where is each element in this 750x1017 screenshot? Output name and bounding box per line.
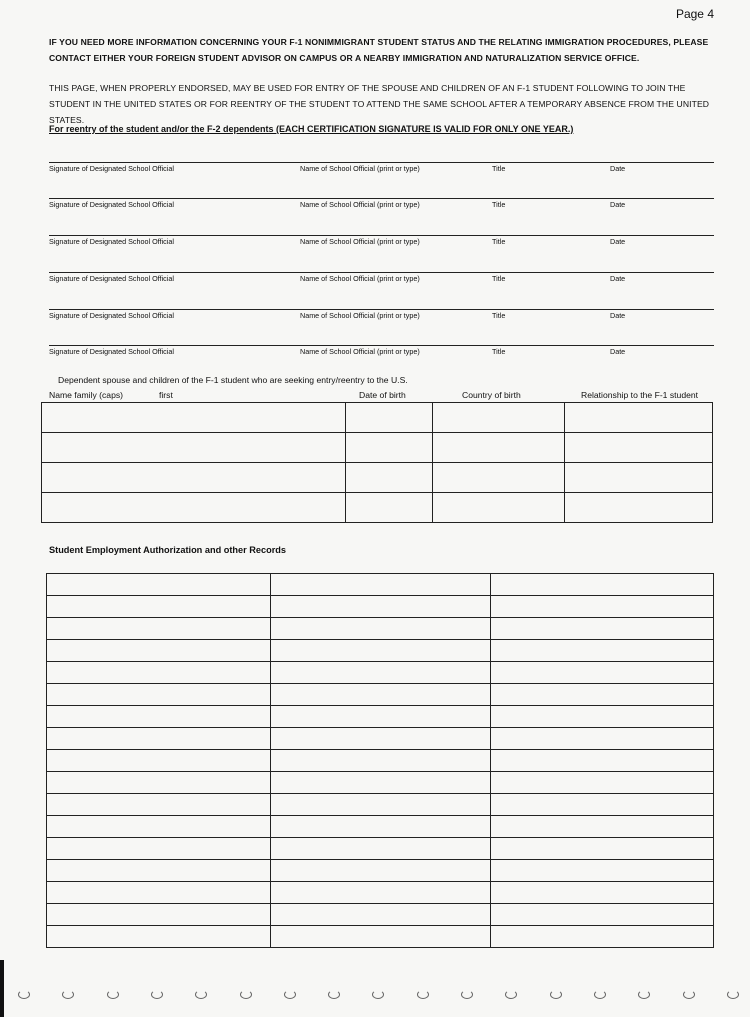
binder-hole: [638, 990, 650, 999]
binder-hole: [195, 990, 207, 999]
col-country-of-birth: Country of birth: [462, 390, 521, 400]
employment-cell[interactable]: [47, 772, 271, 794]
official-name-label: Name of School Official (print or type): [300, 347, 420, 356]
employment-row: [47, 728, 714, 750]
signature-label: Signature of Designated School Official: [49, 347, 174, 356]
employment-cell[interactable]: [270, 882, 491, 904]
employment-row: [47, 750, 714, 772]
employment-cell[interactable]: [270, 684, 491, 706]
employment-cell[interactable]: [491, 596, 714, 618]
dependent-row: [42, 433, 713, 463]
employment-cell[interactable]: [47, 904, 271, 926]
title-label: Title: [492, 200, 506, 209]
employment-cell[interactable]: [270, 794, 491, 816]
official-name-label: Name of School Official (print or type): [300, 274, 420, 283]
dependents-heading: Dependent spouse and children of the F-1 student who are seeking entry/reentry to the U.S.: [58, 375, 408, 385]
employment-cell[interactable]: [47, 750, 271, 772]
employment-row: [47, 904, 714, 926]
signature-row[interactable]: [49, 235, 714, 246]
employment-cell[interactable]: [491, 794, 714, 816]
dependent-cell[interactable]: [565, 463, 713, 493]
employment-cell[interactable]: [47, 728, 271, 750]
binder-hole: [107, 990, 119, 999]
employment-cell[interactable]: [270, 860, 491, 882]
binder-hole: [461, 990, 473, 999]
employment-cell[interactable]: [47, 860, 271, 882]
dependent-row: [42, 463, 713, 493]
employment-cell[interactable]: [491, 926, 714, 948]
employment-cell[interactable]: [270, 618, 491, 640]
binder-hole: [18, 990, 30, 999]
binder-hole: [594, 990, 606, 999]
employment-cell[interactable]: [47, 684, 271, 706]
binder-hole: [372, 990, 384, 999]
binder-hole: [151, 990, 163, 999]
employment-cell[interactable]: [270, 838, 491, 860]
title-label: Title: [492, 347, 506, 356]
binder-hole: [328, 990, 340, 999]
dependent-cell[interactable]: [42, 403, 346, 433]
employment-row: [47, 926, 714, 948]
reentry-heading: For reentry of the student and/or the F-2 dependents (EACH CERTIFICATION SIGNATURE IS VALID FOR ONLY ONE YEAR.): [49, 124, 574, 134]
date-label: Date: [610, 237, 626, 246]
employment-cell[interactable]: [47, 596, 271, 618]
title-label: Title: [492, 164, 506, 173]
employment-cell[interactable]: [47, 640, 271, 662]
employment-row: [47, 684, 714, 706]
employment-cell[interactable]: [47, 794, 271, 816]
employment-row: [47, 838, 714, 860]
date-label: Date: [610, 347, 626, 356]
signature-label: Signature of Designated School Official: [49, 200, 174, 209]
scan-edge: [0, 960, 4, 1017]
employment-row: [47, 640, 714, 662]
signature-row[interactable]: [49, 309, 714, 320]
signature-label: Signature of Designated School Official: [49, 274, 174, 283]
employment-cell[interactable]: [491, 728, 714, 750]
signature-row[interactable]: [49, 198, 714, 209]
employment-cell[interactable]: [491, 662, 714, 684]
employment-cell[interactable]: [491, 640, 714, 662]
dependent-row: [42, 403, 713, 433]
dependents-table: [41, 402, 713, 523]
col-name-family: Name family (caps): [49, 390, 124, 400]
col-first: first: [159, 390, 173, 400]
employment-row: [47, 618, 714, 640]
date-label: Date: [610, 164, 626, 173]
binder-holes: [0, 990, 750, 1004]
employment-heading: Student Employment Authorization and other Records: [49, 545, 287, 555]
dependent-row: [42, 493, 713, 523]
official-name-label: Name of School Official (print or type): [300, 237, 420, 246]
employment-cell[interactable]: [491, 860, 714, 882]
title-label: Title: [492, 237, 506, 246]
col-date-of-birth: Date of birth: [359, 390, 406, 400]
dependent-cell[interactable]: [565, 493, 713, 523]
employment-row: [47, 706, 714, 728]
employment-row: [47, 860, 714, 882]
employment-cell[interactable]: [47, 574, 271, 596]
col-relationship: Relationship to the F-1 student: [581, 390, 699, 400]
employment-cell[interactable]: [270, 596, 491, 618]
official-name-label: Name of School Official (print or type): [300, 311, 420, 320]
employment-row: [47, 794, 714, 816]
employment-cell[interactable]: [270, 750, 491, 772]
signature-label: Signature of Designated School Official: [49, 311, 174, 320]
employment-cell[interactable]: [270, 662, 491, 684]
employment-cell[interactable]: [47, 882, 271, 904]
official-name-label: Name of School Official (print or type): [300, 164, 420, 173]
binder-hole: [505, 990, 517, 999]
title-label: Title: [492, 311, 506, 320]
date-label: Date: [610, 200, 626, 209]
employment-row: [47, 882, 714, 904]
dependent-cell[interactable]: [433, 433, 565, 463]
employment-cell[interactable]: [491, 882, 714, 904]
official-name-label: Name of School Official (print or type): [300, 200, 420, 209]
signature-label: Signature of Designated School Official: [49, 237, 174, 246]
signature-label: Signature of Designated School Official: [49, 164, 174, 173]
dependent-cell[interactable]: [345, 493, 433, 523]
employment-cell[interactable]: [47, 926, 271, 948]
info-notice: IF YOU NEED MORE INFORMATION CONCERNING YOUR F-1 NONIMMIGRANT STUDENT STATUS AND THE RELATING IMMIGRATION PROCEDURES, PLEASE CONTACT EITHER YOUR FOREIGN STUDENT ADVISOR ON CAMPUS OR A NEARBY IMMIGRATION AND NATURALIZATION SERVICE OFFICE.: [49, 37, 709, 63]
dependent-cell[interactable]: [433, 403, 565, 433]
dependent-cell[interactable]: [42, 463, 346, 493]
binder-hole: [727, 990, 739, 999]
employment-cell[interactable]: [270, 904, 491, 926]
employment-row: [47, 772, 714, 794]
employment-cell[interactable]: [47, 706, 271, 728]
employment-cell[interactable]: [47, 662, 271, 684]
binder-hole: [62, 990, 74, 999]
binder-hole: [240, 990, 252, 999]
employment-cell[interactable]: [491, 838, 714, 860]
date-label: Date: [610, 311, 626, 320]
employment-cell[interactable]: [270, 640, 491, 662]
dependent-cell[interactable]: [42, 433, 346, 463]
employment-cell[interactable]: [491, 706, 714, 728]
employment-row: [47, 816, 714, 838]
employment-cell[interactable]: [270, 772, 491, 794]
signature-row[interactable]: [49, 272, 714, 283]
employment-cell[interactable]: [270, 728, 491, 750]
employment-row: [47, 662, 714, 684]
dependent-cell[interactable]: [345, 463, 433, 493]
employment-cell[interactable]: [491, 750, 714, 772]
dependent-cell[interactable]: [433, 493, 565, 523]
employment-cell[interactable]: [491, 574, 714, 596]
signature-row[interactable]: [49, 345, 714, 356]
employment-cell[interactable]: [47, 816, 271, 838]
employment-cell[interactable]: [270, 574, 491, 596]
binder-hole: [284, 990, 296, 999]
employment-cell[interactable]: [491, 684, 714, 706]
employment-cell[interactable]: [491, 904, 714, 926]
dependent-cell[interactable]: [345, 403, 433, 433]
dependent-cell[interactable]: [565, 433, 713, 463]
binder-hole: [550, 990, 562, 999]
employment-cell[interactable]: [491, 772, 714, 794]
dependent-cell[interactable]: [565, 403, 713, 433]
employment-cell[interactable]: [47, 838, 271, 860]
dependent-cell[interactable]: [433, 463, 565, 493]
employment-cell[interactable]: [47, 618, 271, 640]
binder-hole: [683, 990, 695, 999]
page-number: Page 4: [675, 7, 714, 21]
employment-cell[interactable]: [270, 816, 491, 838]
title-label: Title: [492, 274, 506, 283]
dependent-cell[interactable]: [42, 493, 346, 523]
endorsement-notice: THIS PAGE, WHEN PROPERLY ENDORSED, MAY BE USED FOR ENTRY OF THE SPOUSE AND CHILDREN OF AN F-1 STUDENT FOLLOWING TO JOIN THE STUDENT IN THE UNITED STATES OR FOR REENTRY OF THE STUDENT TO ATTEND THE SAME SCHOOL AFTER A TEMPORARY ABSENCE FROM THE UNITED STATES.: [49, 83, 710, 125]
employment-cell[interactable]: [270, 706, 491, 728]
date-label: Date: [610, 274, 626, 283]
employment-row: [47, 574, 714, 596]
employment-table: [46, 573, 714, 948]
employment-cell[interactable]: [491, 816, 714, 838]
signature-row[interactable]: [49, 162, 714, 173]
employment-cell[interactable]: [270, 926, 491, 948]
binder-hole: [417, 990, 429, 999]
employment-cell[interactable]: [491, 618, 714, 640]
employment-row: [47, 596, 714, 618]
dependent-cell[interactable]: [345, 433, 433, 463]
